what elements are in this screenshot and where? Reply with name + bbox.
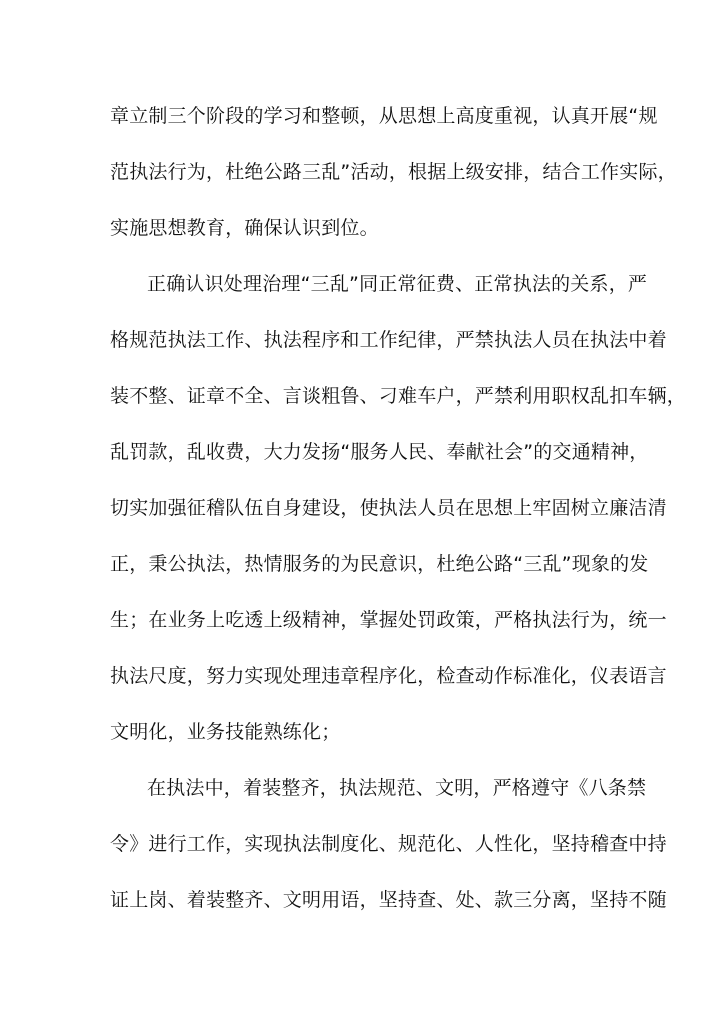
text-line: 格规范执法工作、执法程序和工作纪律，严禁执法人员在执法中着 [110, 329, 667, 351]
text-line: 切实加强征稽队伍自身建设，使执法人员在思想上牢固树立廉洁清 [110, 497, 667, 519]
text-line: 范执法行为，杜绝公路三乱”活动，根据上级安排，结合工作实际， [110, 161, 677, 183]
text-line: 章立制三个阶段的学习和整顿，从思想上高度重视，认真开展“规 [110, 105, 658, 127]
text-line: 证上岗、着装整齐、文明用语，坚持查、处、款三分离，坚持不随 [110, 889, 667, 911]
text-line: 文明化，业务技能熟练化； [110, 721, 341, 743]
paragraph-first-line: 正确认识处理治理“三乱”同正常征费、正常执法的关系，严 [147, 273, 648, 295]
text-line: 正，秉公执法，热情服务的为民意识，杜绝公路“三乱”现象的发 [110, 553, 649, 575]
text-line: 执法尺度，努力实现处理违章程序化，检查动作标准化，仪表语言 [110, 665, 667, 687]
paragraph-first-line: 在执法中，着装整齐，执法规范、文明，严格遵守《八条禁 [147, 777, 647, 799]
text-line: 生；在业务上吃透上级精神，掌握处罚政策，严格执法行为，统一 [110, 609, 667, 631]
text-line: 实施思想教育，确保认识到位。 [110, 217, 379, 239]
text-line: 令》进行工作，实现执法制度化、规范化、人性化，坚持稽查中持 [110, 833, 667, 855]
text-line: 装不整、证章不全、言谈粗鲁、刁难车户，严禁利用职权乱扣车辆， [110, 385, 687, 407]
text-line: 乱罚款，乱收费，大力发扬“服务人民、奉献社会”的交通精神， [110, 441, 649, 463]
